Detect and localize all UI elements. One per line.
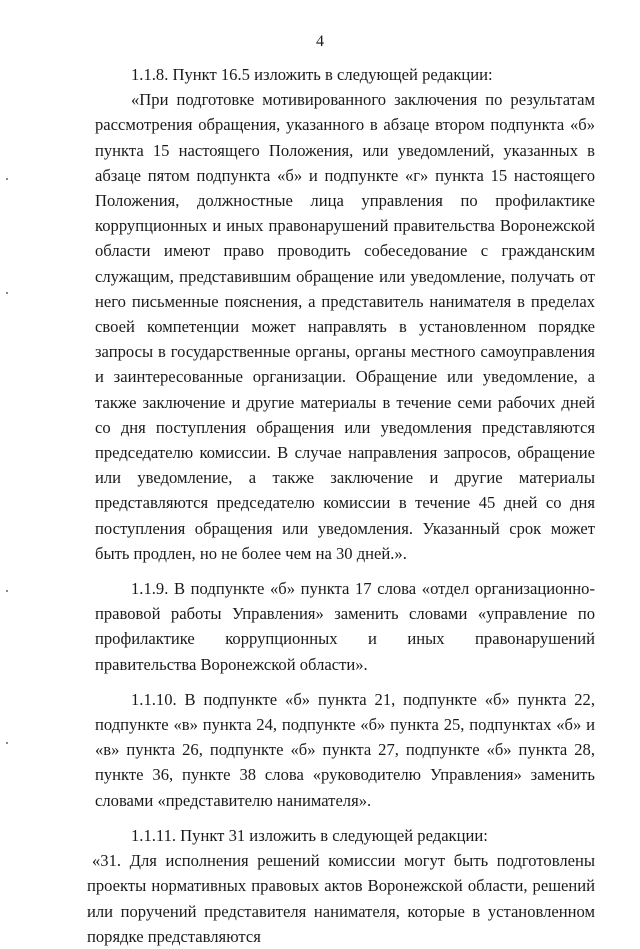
paragraph-16-5-text: «При подготовке мотивированного заключения по результатам рассмотрения обращения, указанного в абзаце втором подпункта «б» пункта 15 настоящего Положения, или уведомлений, указанных в абзаце пятом подпункта «б» и подпункте «г» пункта 15 настоящего Положения, должностные лица управления по профилактике коррупционных и иных правонарушений правительства Воронежской области имеют право проводить собеседование с гражданским служащим, представившим обращение или уведомление, получать от него письменные пояснения, а представитель нанимателя в пределах своей компетенции может направлять в установленном порядке запросы в государственные органы, органы местного самоуправления и заинтересованные организации. Обращение или уведомление, а также заключение и другие материалы в течение семи рабочих дней со дня поступления обращения или уведомления представляются председателю комиссии. В случае направления запросов, обращение или уведомление, а также заключение и другие материалы представляются председателю комиссии в течение 45 дней со дня поступления обращения или уведомления. Указанный срок может быть продлен, но не более чем на 30 дней.».	[95, 90, 595, 563]
scan-mark	[6, 590, 8, 592]
paragraph-31-text: «31. Для исполнения решений комиссии могут быть подготовлены проекты нормативных правовых актов Воронежской области, решений или поручений представителя нанимателя, которые в установленном порядке представляются	[87, 851, 595, 946]
paragraph-1-1-10: 1.1.10. В подпункте «б» пункта 21, подпункте «б» пункта 22, подпункте «в» пункта 24, подпункте «б» пункта 25, подпунктах «б» и «в» пункта 26, подпункте «б» пункта 27, подпункте «б» пункта 28, пункте 36, пункте 38 слова «руководителю Управления» заменить словами «представителю нанимателя».	[95, 689, 595, 810]
document-body	[87, 62, 595, 949]
paragraph-1-1-11-heading: 1.1.11. Пункт 31 изложить в следующей редакции:	[131, 825, 488, 845]
scan-mark	[6, 178, 8, 180]
page-number: 4	[316, 33, 324, 50]
scan-mark	[6, 742, 8, 744]
paragraph-1-1-9: 1.1.9. В подпункте «б» пункта 17 слова «отдел организационно-правовой работы Управления» заменить словами «управление по профилактике коррупционных и иных правонарушений правительства Воронежской области».	[95, 579, 595, 674]
scan-mark	[6, 292, 8, 294]
paragraph-1-1-8-heading: 1.1.8. Пункт 16.5 изложить в следующей редакции:	[131, 65, 493, 84]
